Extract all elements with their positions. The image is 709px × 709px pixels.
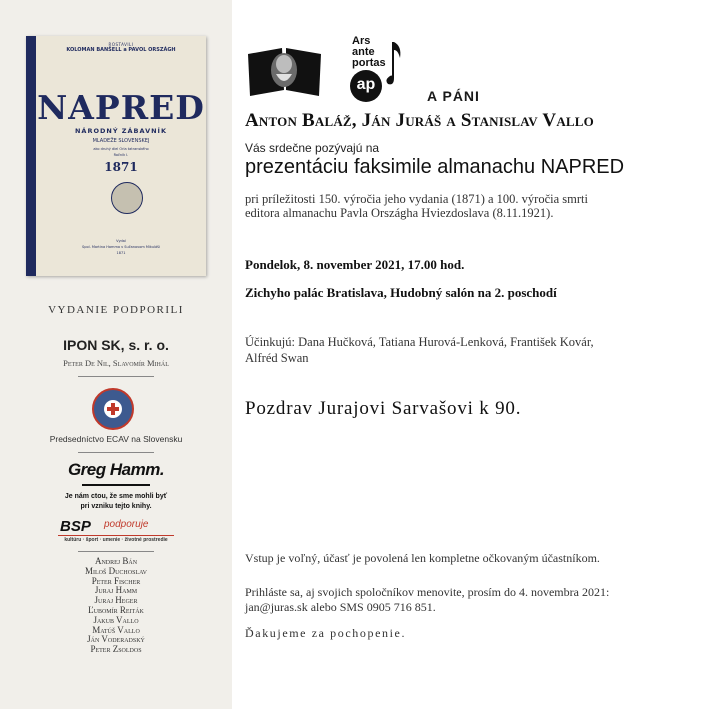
ars-ante-portas-logo [338, 36, 412, 104]
performers-line1: Účinkujú: Dana Hučková, Tatiana Hurová-Lenková, František Kovár, [245, 335, 594, 349]
book-publisher-label: Vydal [116, 239, 126, 243]
book-portrait-icon [111, 182, 143, 214]
sponsor-ecav: Predsedníctvo ECAV na Slovensku [49, 434, 183, 444]
divider [78, 452, 154, 453]
occasion-line2: editora almanachu Pavla Országha Hviezdoslava (8.11.1921). [245, 206, 554, 220]
supporter-name: Miloš Duchoslav [85, 565, 147, 576]
book-editors: KOLOMAN BANŠELL a PAVOL ORSZÁGH [66, 47, 176, 53]
supporter-name: Andrej Bán [94, 556, 138, 566]
ap-mark: ap [350, 70, 382, 102]
performers [245, 334, 594, 366]
performers-line2: Alfréd Swan [245, 351, 309, 365]
ap-line3: portas [352, 57, 386, 69]
bsp-underline [58, 535, 174, 536]
hosts-names: Anton Baláž, Ján Juráš a Stanislav Vallo [245, 110, 594, 131]
book-spine [26, 36, 36, 276]
book-subtitle3: ako druhý diel Orla tatranského [93, 147, 149, 151]
supporter-name: Matúš Vallo [92, 624, 140, 635]
book-publisher: Spol. Martina Hamma v Sučanovom Mikuláši [82, 245, 160, 249]
hviezdoslav-portrait-logo [246, 40, 323, 100]
thanks-line: Ďakujeme za pochopenie. [245, 626, 407, 640]
bsp-logo: BSP [60, 518, 91, 535]
ecav-seal-icon [92, 388, 134, 430]
bsp-tagline: kultúru · šport · umenie · životné prostredie [64, 537, 168, 543]
sponsor-statement-line2: pri vzniku tejto knihy. [80, 503, 152, 510]
book-subtitle4: Ročník I. [113, 153, 129, 157]
book-subtitle2: MLADEŽE SLOVENSKEJ [92, 138, 150, 144]
sidebar-panel [0, 0, 232, 709]
signup-line2: jan@juras.sk alebo SMS 0905 716 851. [245, 600, 436, 614]
sponsor-statement-line1: Je nám ctou, že sme mohli byť [64, 493, 168, 500]
sponsor-ipon-people: Peter De Nil, Slavomír Mihál [63, 358, 169, 368]
signup-notice [245, 585, 609, 615]
occasion-text [245, 192, 588, 220]
book-publisher-year: 1871 [116, 251, 126, 255]
and-gentlemen: A PÁNI [427, 88, 480, 104]
event-headline: prezentáciu faksimile almanachu NAPRED [245, 156, 625, 178]
book-cover [26, 36, 206, 276]
book-title: NAPRED [37, 88, 205, 127]
occasion-line1: pri príležitosti 150. výročia jeho vydania (1871) a 100. výročia smrti [245, 192, 588, 206]
bsp-podporuje: podporuje [104, 519, 149, 530]
greg-hamm-underline [82, 484, 150, 486]
supporter-name: Peter Zsoldos [90, 644, 142, 655]
event-place: Zichyho palác Bratislava, Hudobný salón na 2. poschodí [245, 285, 557, 300]
entry-notice: Vstup je voľný, účasť je povolená len kompletne očkovaným účastníkom. [245, 551, 600, 565]
supporter-name: Jakub Vallo [93, 614, 139, 625]
supported-heading: VYDANIE PODPORILI [48, 304, 184, 316]
ap-line2: ante [352, 46, 375, 58]
book-subtitle: NÁRODNÝ ZÁBAVNÍK [74, 127, 168, 135]
book-year: 1871 [104, 160, 138, 174]
supporter-name: Ľubomír Reiták [88, 604, 144, 615]
event-date: Pondelok, 8. november 2021, 17.00 hod. [245, 257, 465, 272]
greeting: Pozdrav Jurajovi Sarvašovi k 90. [245, 398, 522, 419]
supporter-name: Juraj Hamm [94, 585, 138, 596]
ap-line1: Ars [352, 35, 371, 47]
greg-hamm-logo: Greg Hamm. [67, 460, 165, 479]
ars-ante-portas-text [352, 36, 386, 69]
supporter-name: Ján Voderadský [87, 634, 145, 645]
sponsor-ipon: IPON SK, s. r. o. [63, 337, 169, 353]
seal-cross-bar [107, 407, 119, 411]
supporter-name: Juraj Heger [94, 595, 138, 606]
supporter-name: Peter Fischer [91, 575, 141, 586]
invite-line: Vás srdečne pozývajú na [245, 141, 380, 155]
signup-line1: Prihláste sa, aj svojich spoločníkov menovite, prosím do 4. novembra 2021: [245, 585, 610, 599]
divider [78, 376, 154, 377]
music-note-icon [386, 40, 404, 86]
divider [78, 551, 154, 552]
supporter-names [0, 557, 232, 655]
book-editors-label: ROSTAVILI [108, 42, 134, 47]
